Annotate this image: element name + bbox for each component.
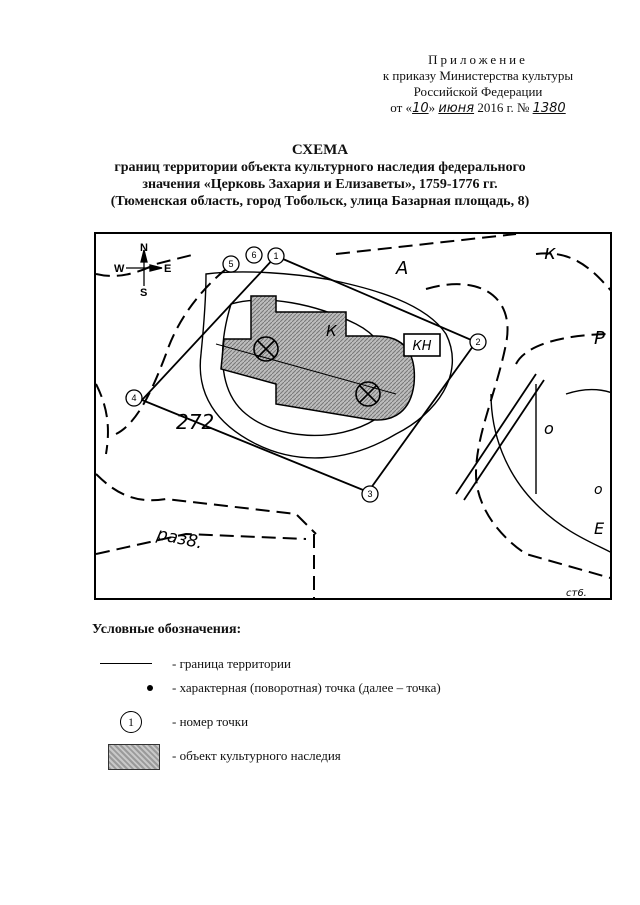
- legend-text-boundary: - граница территории: [172, 656, 291, 671]
- rail-line: [456, 374, 544, 500]
- compass-s: S: [140, 287, 148, 299]
- point-label-4: 4: [131, 393, 137, 403]
- site-map: [94, 232, 612, 600]
- raz-label: раз8.: [154, 524, 205, 554]
- circle-number-icon: 1: [120, 711, 142, 733]
- date-year: 2016 г. №: [474, 100, 533, 115]
- order-number: 1380: [532, 101, 566, 116]
- label-o2: о: [594, 482, 603, 498]
- annex-date: [368, 100, 588, 117]
- point-label-1: 1: [273, 251, 279, 261]
- date-month: июня: [438, 101, 475, 116]
- compass-e: E: [164, 263, 172, 275]
- legend-text-point: - характерная (поворотная) точка (далее – точка): [172, 680, 441, 695]
- label-r: Р: [594, 328, 605, 349]
- title-line-3: (Тюменская область, город Тобольск, улица Базарная площадь, 8): [110, 194, 530, 209]
- point-label-3: 3: [367, 489, 373, 499]
- point-label-2: 2: [475, 337, 481, 347]
- legend: [100, 652, 550, 763]
- compass-icon: [126, 250, 162, 286]
- hatched-area-icon: [108, 744, 160, 770]
- church-building: [221, 296, 414, 420]
- line-icon: [100, 663, 152, 664]
- label-stb: ст6.: [566, 588, 587, 599]
- label-o1: о: [544, 419, 554, 438]
- label-a: А: [396, 258, 409, 279]
- building-label: К: [326, 322, 337, 340]
- title-line-2: значения «Церковь Захария и Елизаветы», 1759-1776 гг.: [142, 177, 498, 192]
- date-mid: »: [428, 100, 439, 115]
- kn-label: КН: [412, 339, 432, 354]
- legend-item-point: [100, 676, 550, 700]
- parcel-number: 272: [176, 410, 215, 434]
- annex-block: [368, 52, 588, 117]
- date-prefix: от «: [390, 100, 413, 115]
- label-e: Е: [594, 519, 605, 538]
- legend-text-object: - объект культурного наследия: [172, 748, 341, 763]
- legend-title: Условные обозначения:: [92, 622, 242, 637]
- legend-text-number: - номер точки: [172, 714, 249, 729]
- label-k: к: [544, 240, 557, 264]
- legend-item-object: [100, 744, 550, 768]
- annex-order: к приказу Министерства культуры: [382, 68, 574, 83]
- legend-item-boundary: [100, 652, 550, 676]
- title-line-1: границ территории объекта культурного наследия федерального: [114, 160, 526, 175]
- annex-ministry: Российской Федерации: [413, 84, 543, 99]
- legend-item-number: [100, 710, 550, 734]
- compass-n: N: [140, 242, 148, 254]
- compass-w: W: [114, 263, 125, 275]
- point-label-5: 5: [228, 259, 234, 269]
- map-drawing: [96, 234, 612, 600]
- document-title: [60, 142, 580, 210]
- annex-title: Приложение: [428, 52, 528, 67]
- title-heading: СХЕМА: [291, 142, 349, 158]
- point-label-6: 6: [251, 250, 257, 260]
- date-day: 10: [412, 101, 429, 116]
- dot-icon: [147, 685, 153, 691]
